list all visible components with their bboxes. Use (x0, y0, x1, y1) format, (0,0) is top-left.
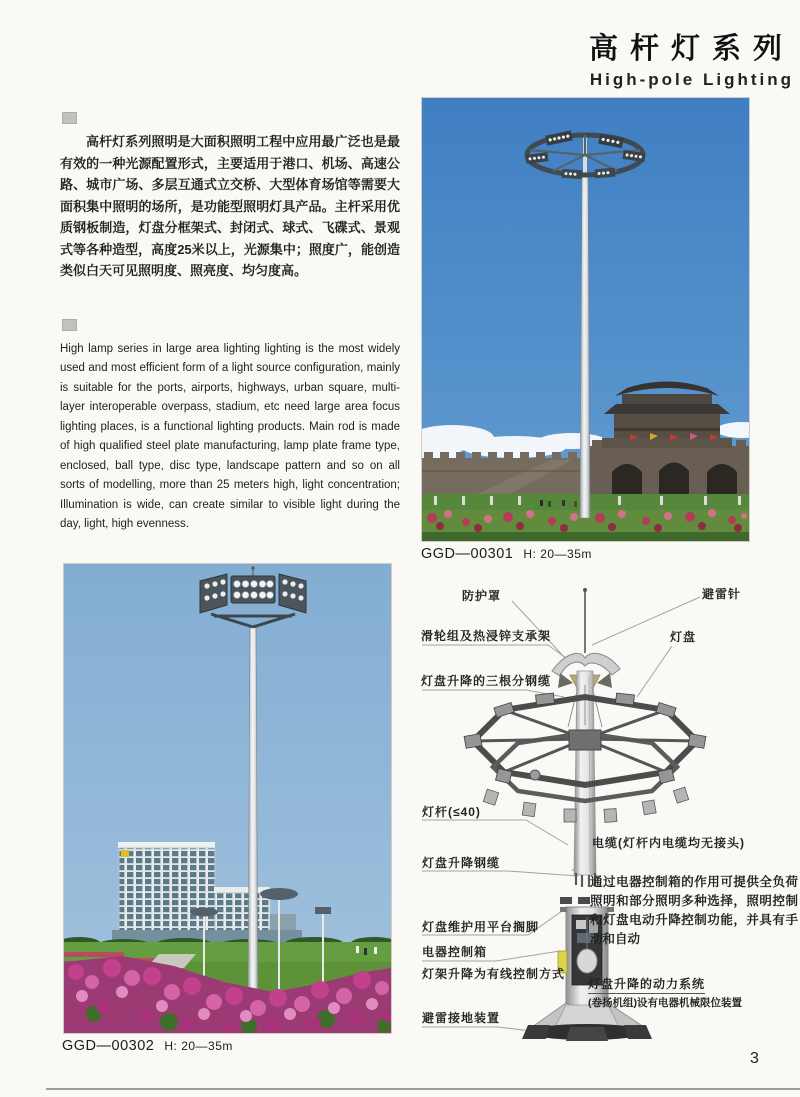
intro-paragraph-english: High lamp series in large area lighting lighting is the most widely used and most efficient form of a light source configuration, mainly is suitable for the ports, airports, highways, urban square, multi-layer interoperable overpass, stadium, etc need large area focus lighting places, is a functional lighting products. Main rod is made of high qualified steel plate manufacturing, lamp plate frame type, enclosed, ball type, disc type, landscape pattern and so on all sorts of modelling, more than 25 meters high, light concentration; Illumination is wide, can create similar to visible light during the day, light, high evenness. (60, 342, 400, 530)
photo-caption-00302 (62, 1037, 233, 1054)
page-subtitle: High-pole Lighting (589, 70, 794, 89)
height-range: H: 20—35m (523, 547, 592, 561)
structure-diagram (420, 575, 800, 1045)
label-control-box-1: 电器控制箱 (422, 945, 488, 959)
label-lightning-rod: 避雷针 (702, 587, 742, 601)
label-lamp-pole: 灯杆(≤40) (422, 805, 481, 819)
height-range: H: 20—35m (164, 1039, 233, 1053)
photo-caption-00301 (421, 545, 592, 562)
control-box-note: 通过电器控制箱的作用可提供全负荷照明和部分照明多种选择，照明控制和灯盘电动升降控制功能，并具有手动和自动 (590, 875, 798, 946)
page-number: 3 (750, 1050, 759, 1067)
photo-ggd-00301-illustration (422, 98, 749, 541)
label-lamp-plate: 灯盘 (670, 630, 697, 644)
section-bullet-icon (62, 112, 77, 124)
label-lifting-cable: 灯盘升降钢缆 (422, 856, 501, 870)
label-three-steel-cables: 灯盘升降的三根分钢缆 (421, 674, 552, 688)
label-grounding: 避雷接地装置 (422, 1011, 501, 1025)
photo-ggd-00301 (421, 97, 750, 542)
section-bullet-icon (62, 319, 77, 331)
label-power-system-note: (卷扬机组)设有电器机械限位装置 (588, 997, 742, 1009)
model-number: GGD—00301 (421, 546, 514, 562)
label-control-box-2: 灯架升降为有线控制方式 (422, 967, 566, 981)
photo-ggd-00302 (63, 563, 392, 1034)
photo-ggd-00302-illustration (64, 564, 391, 1033)
intro-paragraph-chinese: 高杆灯系列照明是大面积照明工程中应用最广泛也是最有效的一种光源配置形式，主要适用于港口、机场、高速公路、城市广场、多层互通式立交桥、大型体育场馆等需要大面积集中照明的场所，是功能型照明灯具产品。主杆采用优质钢板制造，灯盘分框架式、封闭式、球式、飞碟式、景观式等各种造型，高度25米以上，光源集中；照度广，能创造类似白天可见照明度、照亮度、均匀度高。 (60, 134, 400, 278)
label-cable: 电缆(灯杆内电缆均无接头) (592, 836, 745, 850)
label-pulley-support: 滑轮组及热浸锌支承架 (421, 629, 552, 643)
label-power-system: 灯盘升降的动力系统 (588, 975, 705, 994)
footer-rule (46, 1088, 800, 1090)
label-platform-foot: 灯盘维护用平台搁脚 (422, 920, 540, 934)
model-number: GGD—00302 (62, 1038, 155, 1054)
label-protective-cover: 防护罩 (462, 589, 502, 603)
page-title: 高杆灯系列 (588, 33, 794, 65)
